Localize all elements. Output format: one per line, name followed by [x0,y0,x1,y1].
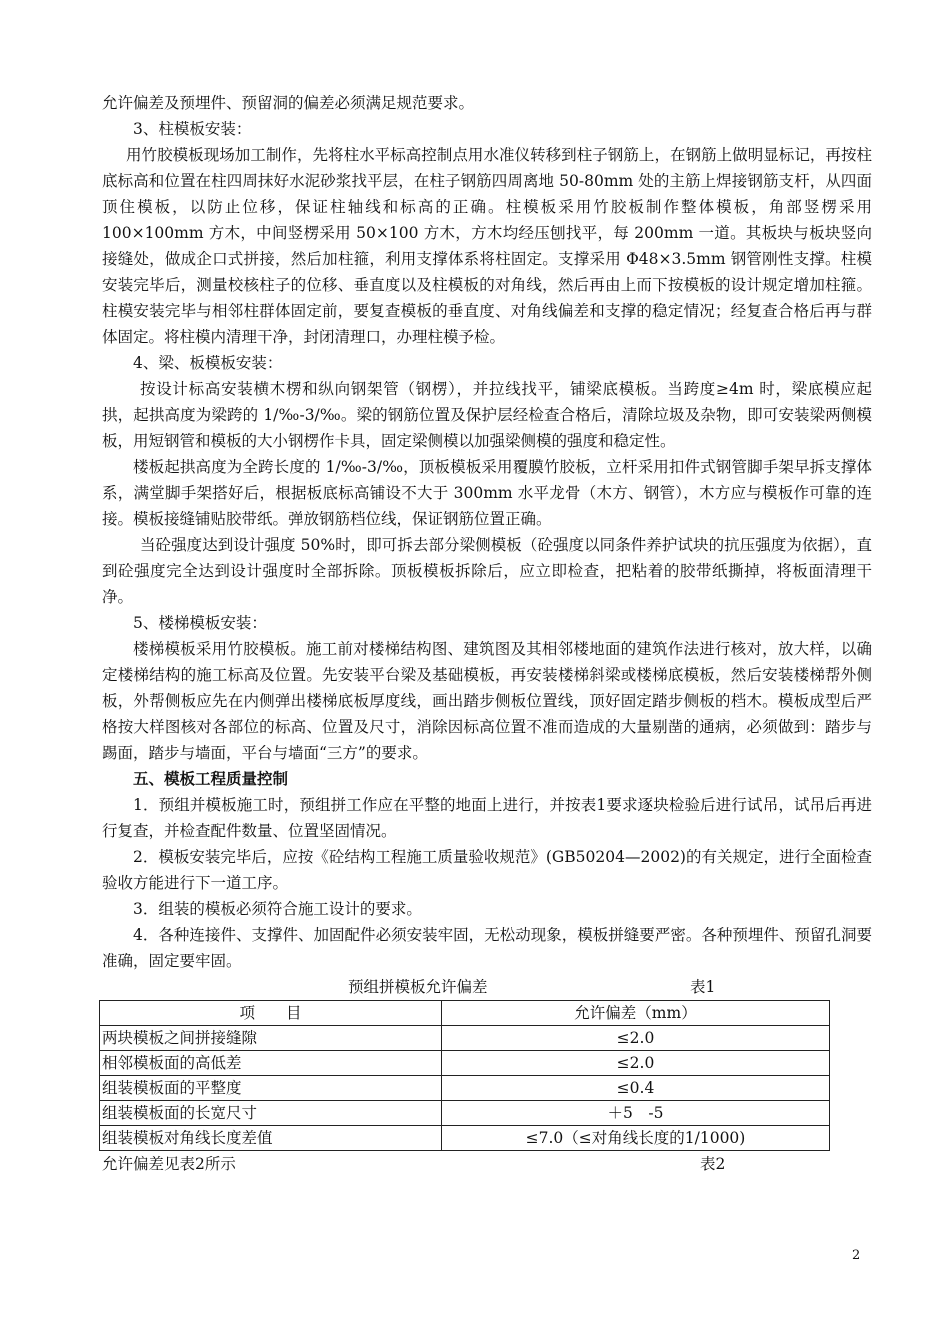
paragraph-intro: 允许偏差及预埋件、预留洞的偏差必须满足规范要求。 [102,94,475,112]
table2-note-row [102,1151,872,1177]
table-row [100,1076,830,1101]
quality-item-3: 3．组装的模板必须符合施工设计的要求。 [133,900,422,918]
table-cell-value: ≤2.0 [442,1051,830,1076]
table2-note: 允许偏差见表2所示 [102,1155,236,1173]
paragraph-column-formwork: 用竹胶模板现场加工制作，先将柱水平标高控制点用水准仪转移到柱子钢筋上，在钢筋上做明显标记，再按柱底标高和位置在柱四周抹好水泥砂浆找平层，在柱子钢筋四周离地 50-80mm 处的主筋上焊接钢筋支杆，从四面顶住模板，以防止位移，保证柱轴线和标高的正确。柱模板采用竹胶板制作整体模板，角部竖楞采用 100×100mm 方木，中间竖楞采用 50×100 方木，方木均经压刨找平，每 200mm 一道。其板块与板块竖向接缝处，做成企口式拼接，然后加柱箍，利用支撑体系将柱固定。支撑采用 Φ48×3.5mm 钢管刚性支撑。柱模安装完毕后，测量校核柱子的位移、垂直度以及柱模板的对角线，然后再由上而下按模板的设计规定增加柱箍。柱模安装完毕与相邻柱群体固定前，要复查模板的垂直度、对角线偏差和支撑的稳定情况；经复查合格后再与群体固定。将柱模内清理干净，封闭清理口，办理柱模予检。 [102,146,872,346]
table-cell-item: 组装模板面的平整度 [100,1076,442,1101]
table-cell-value: ＋5 -5 [442,1101,830,1126]
table-cell-item: 相邻模板面的高低差 [100,1051,442,1076]
table-header-deviation: 允许偏差（mm） [442,1001,830,1026]
table-cell-item: 组装模板面的长宽尺寸 [100,1101,442,1126]
table2-label: 表2 [700,1155,726,1173]
table-header-row [100,1001,830,1026]
quality-item-1: 1．预组并模板施工时，预组拼工作应在平整的地面上进行，并按表1要求逐块检验后进行试吊，试吊后再进行复查，并检查配件数量、位置坚固情况。 [102,796,872,840]
document-body [102,90,872,1177]
quality-item-4: 4．各种连接件、支撑件、加固配件必须安装牢固，无松动现象，模板拼缝要严密。各种预埋件、预留孔洞要准确，固定要牢固。 [102,926,872,970]
table1-label: 表1 [690,978,716,996]
paragraph-stair-formwork: 楼梯模板采用竹胶模板。施工前对楼梯结构图、建筑图及其相邻楼地面的建筑作法进行核对，放大样，以确定楼梯结构的施工标高及位置。先安装平台梁及基础模板，再安装楼梯斜梁或楼梯底模板，然后安装楼梯帮外侧板，外帮侧板应先在内侧弹出楼梯底板厚度线，画出踏步侧板位置线，顶好固定踏步侧板的档木。模板成型后严格按大样图核对各部位的标高、位置及尺寸，消除因标高位置不准而造成的大量剔凿的通病，必须做到：踏步与踢面，踏步与墙面，平台与墙面“三方”的要求。 [102,640,872,762]
quality-item-2: 2．模板安装完毕后，应按《砼结构工程施工质量验收规范》(GB50204—2002)的有关规定，进行全面检查验收方能进行下一道工序。 [102,848,872,892]
table-row [100,1101,830,1126]
table-cell-value: ≤7.0（≤对角线长度的1/1000) [442,1126,830,1151]
table-cell-item: 组装模板对角线长度差值 [100,1126,442,1151]
section-quality-control-heading: 五、模板工程质量控制 [133,769,289,788]
heading-column-formwork: 3、柱模板安装： [133,120,252,138]
heading-stair-formwork: 5、楼梯模板安装： [133,614,267,632]
table1-caption-row [102,974,872,1000]
heading-beam-slab-formwork: 4、梁、板模板安装： [133,354,283,372]
paragraph-beam-formwork: 按设计标高安装横木楞和纵向钢架管（钢楞），并拉线找平，铺梁底模板。当跨度≥4m 时，梁底模应起拱，起拱高度为梁跨的 1/‰-3/‰。梁的钢筋位置及保护层经检查合格后，清除垃圾及杂物，即可安装梁两侧模板，用短钢管和模板的大小钢楞作卡具，固定梁侧模以加强梁侧模的强度和稳定性。 [102,380,872,450]
table1-caption: 预组拼模板允许偏差 [348,978,488,996]
table-cell-item: 两块模板之间拼接缝隙 [100,1026,442,1051]
paragraph-slab-formwork: 楼板起拱高度为全跨长度的 1/‰-3/‰，顶板模板采用覆膜竹胶板，立杆采用扣件式钢管脚手架早拆支撑体系，满堂脚手架搭好后，根据板底标高铺设不大于 300mm 水平龙骨（木方、钢管），木方应与模板作可靠的连接。模板接缝铺贴胶带纸。弹放钢筋档位线，保证钢筋位置正确。 [102,458,872,528]
formwork-deviation-table [99,1000,830,1151]
table-cell-value: ≤2.0 [442,1026,830,1051]
paragraph-formwork-removal: 当砼强度达到设计强度 50%时，即可拆去部分梁侧模板（砼强度以同条件养护试块的抗压强度为依据），直到砼强度完全达到设计强度时全部拆除。顶板模板拆除后，应立即检查，把粘着的胶带纸撕掉，将板面清理干净。 [102,536,872,606]
table-row [100,1051,830,1076]
table-cell-value: ≤0.4 [442,1076,830,1101]
page-number: 2 [852,1248,861,1263]
table-row [100,1126,830,1151]
table-header-item: 项 目 [100,1001,442,1026]
table-row [100,1026,830,1051]
